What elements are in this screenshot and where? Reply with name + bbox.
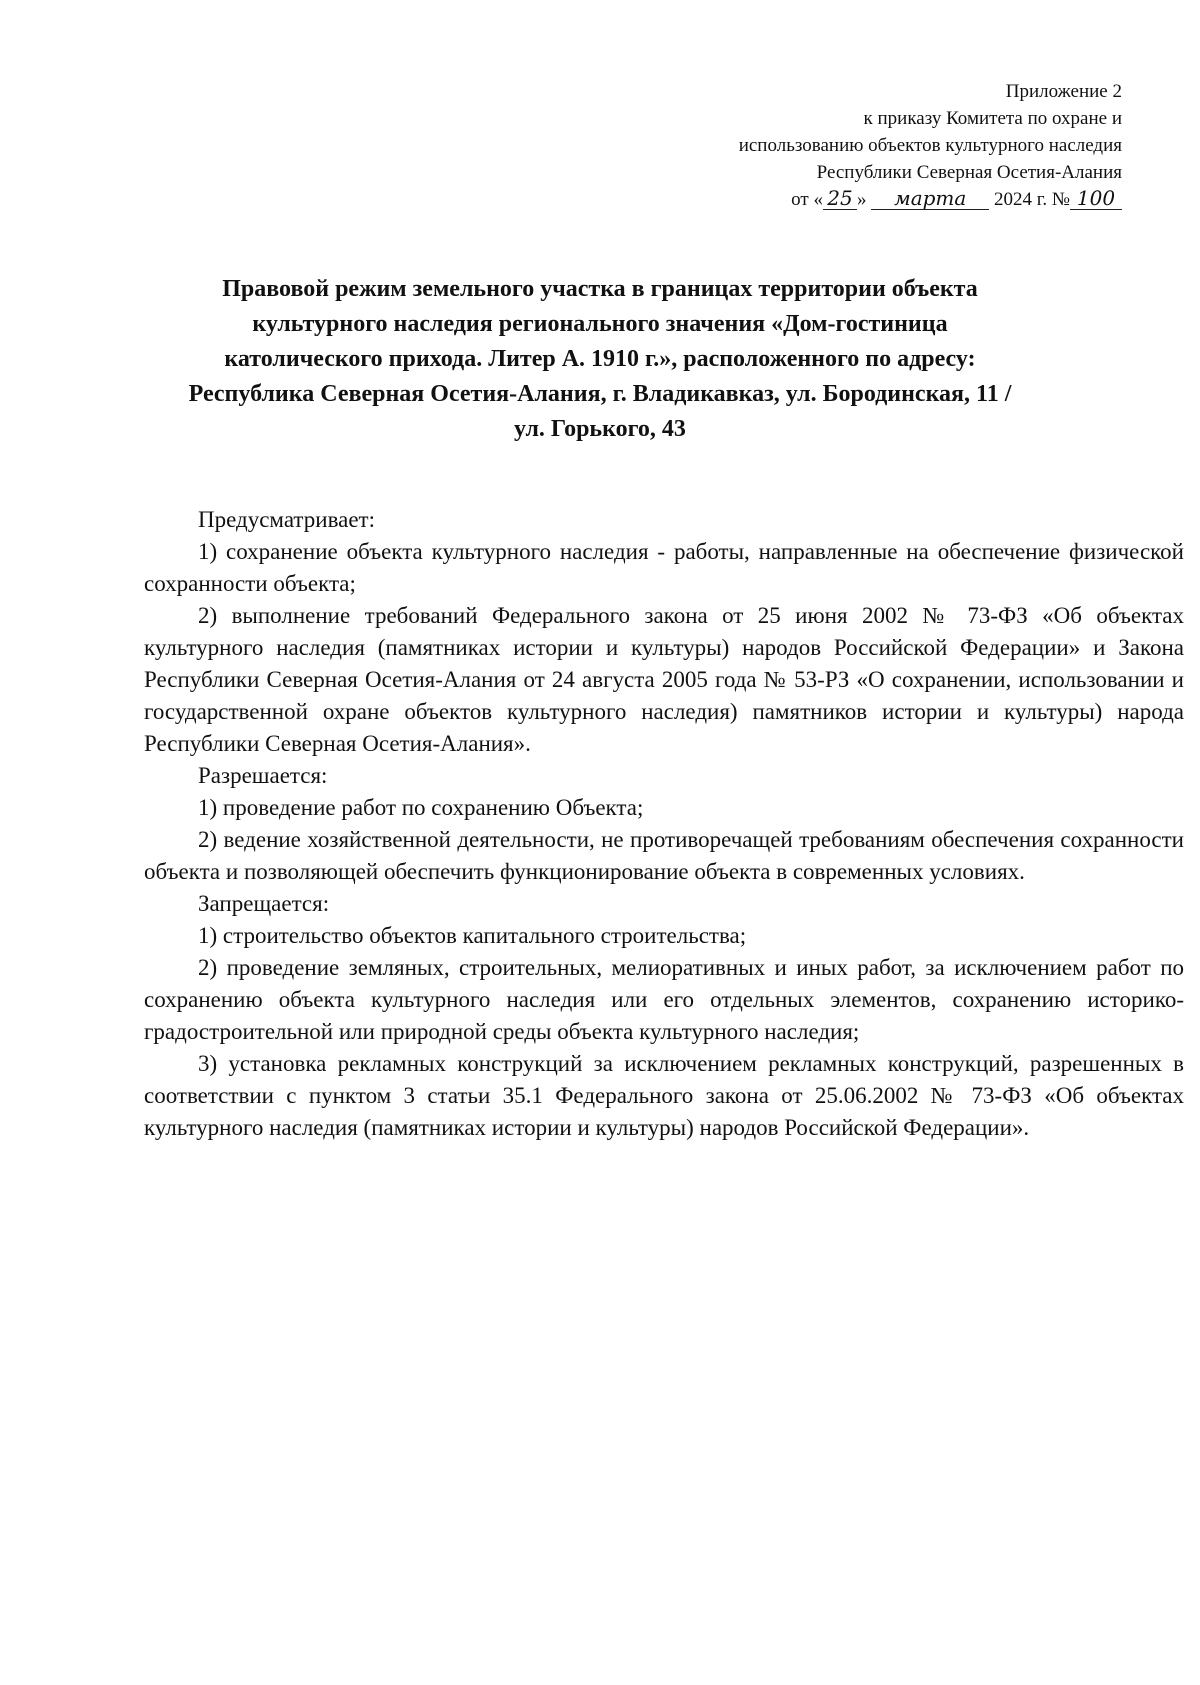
- title-line: католического прихода. Литер А. 1910 г.», расположенного по адресу:: [224, 346, 976, 372]
- title-line: Правовой режим земельного участка в границах территории объекта: [222, 276, 978, 302]
- title-line: культурного наследия регионального значения «Дом-гостиница: [252, 311, 948, 337]
- committee-name: использованию объектов культурного наследия: [738, 135, 1122, 156]
- order-date-line: [602, 186, 1122, 213]
- appendix-number: Приложение 2: [1005, 81, 1122, 102]
- forbidden-heading: Запрещается:: [198, 891, 330, 916]
- date-prefix: от «: [791, 189, 823, 210]
- allowed-item-2: 2) ведение хозяйственной деятельности, не противоречащей требованиям обеспечения сохранности объекта и позволяющей обеспечить функционирование объекта в современных условиях.: [144, 827, 1184, 884]
- title-line: Республика Северная Осетия-Алания, г. Владикавказ, ул. Бородинская, 11 /: [188, 381, 1012, 407]
- handwritten-month: марта: [871, 187, 989, 210]
- allowed-heading: Разрешается:: [198, 763, 328, 788]
- provides-heading: Предусматривает:: [198, 507, 375, 532]
- provides-item-1: 1) сохранение объекта культурного наследия - работы, направленные на обеспечение физической сохранности объекта;: [144, 539, 1184, 596]
- handwritten-day: 25: [823, 187, 857, 210]
- provides-item-2: 2) выполнение требований Федерального закона от 25 июня 2002 № 73-ФЗ «Об объектах культурного наследия (памятниках истории и культуры) народов Российской Федерации» и Закона Республики Северная Осетия-Алания от 24 августа 2005 года № 53-РЗ «О сохранении, использовании и государственной охране объектов культурного наследия) памятников истории и культуры) народа Республики Северная Осетия-Алания».: [144, 603, 1184, 756]
- handwritten-order-number: 100: [1070, 187, 1122, 210]
- title-line: ул. Горького, 43: [514, 416, 686, 442]
- forbidden-item-1: 1) строительство объектов капитального строительства;: [198, 923, 747, 948]
- document-title: [130, 272, 1070, 447]
- allowed-item-1: 1) проведение работ по сохранению Объекта;: [198, 795, 644, 820]
- forbidden-item-2: 2) проведение земляных, строительных, мелиоративных и иных работ, за исключением работ по сохранению объекта культурного наследия или его отдельных элементов, сохранению историко-градостроительной или природной среды объекта культурного наследия;: [144, 955, 1184, 1044]
- republic-name: Республики Северная Осетия-Алания: [816, 162, 1122, 183]
- order-reference: к приказу Комитета по охране и: [863, 108, 1122, 129]
- date-mid: »: [856, 189, 867, 210]
- forbidden-item-3: 3) установка рекламных конструкций за исключением рекламных конструкций, разрешенных в соответствии с пунктом 3 статьи 35.1 Федерального закона от 25.06.2002 № 73-ФЗ «Об объектах культурного наследия (памятниках истории и культуры) народов Российской Федерации».: [144, 1051, 1184, 1140]
- document-body: [144, 504, 1184, 1144]
- appendix-header: [602, 78, 1122, 213]
- date-year: 2024 г. №: [993, 189, 1070, 210]
